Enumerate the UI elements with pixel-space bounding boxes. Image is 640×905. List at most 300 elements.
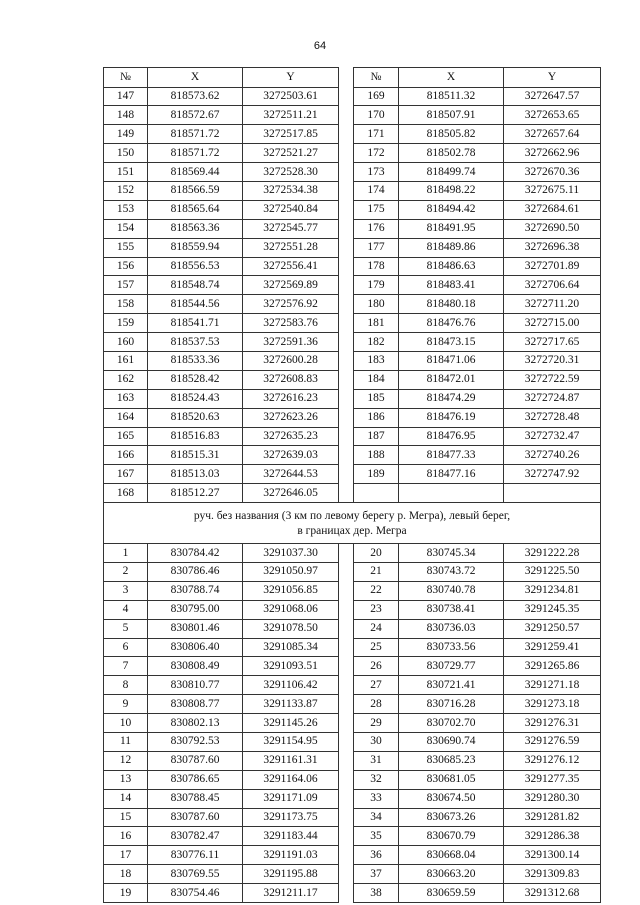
cell-num-right: 26 (354, 657, 399, 676)
cell-x-right: 818471.06 (399, 351, 504, 370)
cell-num-right: 173 (354, 163, 399, 182)
table-row (104, 657, 601, 676)
section-title-row (104, 503, 601, 544)
cell-num-right: 187 (354, 427, 399, 446)
table-row (104, 581, 601, 600)
cell-y-right: 3272675.11 (504, 181, 601, 200)
table-row (104, 562, 601, 581)
table-row (104, 370, 601, 389)
cell-y-right: 3272670.36 (504, 163, 601, 182)
table-row (104, 163, 601, 182)
cell-x-right: 818472.01 (399, 370, 504, 389)
cell-y-left: 3291164.06 (243, 770, 339, 789)
cell-num-left: 168 (104, 484, 148, 503)
cell-x-left: 818528.42 (148, 370, 243, 389)
table-row (104, 619, 601, 638)
cell-y-left: 3272551.28 (243, 238, 339, 257)
cell-y-left: 3291171.09 (243, 789, 339, 808)
cell-y-left: 3272644.53 (243, 465, 339, 484)
cell-num-left: 7 (104, 657, 148, 676)
column-gap (339, 484, 354, 503)
table-row (104, 733, 601, 752)
cell-x-right: 830733.56 (399, 638, 504, 657)
cell-x-left: 830808.49 (148, 657, 243, 676)
cell-num-left: 165 (104, 427, 148, 446)
cell-x-right: 830670.79 (399, 827, 504, 846)
cell-y-left: 3291037.30 (243, 544, 339, 563)
cell-num-right: 172 (354, 144, 399, 163)
cell-y-right: 3291271.18 (504, 676, 601, 695)
column-gap (339, 238, 354, 257)
cell-y-right: 3291312.68 (504, 884, 601, 903)
cell-num-left: 157 (104, 276, 148, 295)
cell-x-right: 830702.70 (399, 714, 504, 733)
cell-y-right: 3291276.12 (504, 751, 601, 770)
cell-y-right: 3272728.48 (504, 408, 601, 427)
column-gap (339, 884, 354, 903)
table-row (104, 219, 601, 238)
cell-y-left: 3272583.76 (243, 314, 339, 333)
cell-x-left: 830754.46 (148, 884, 243, 903)
cell-x-left: 830788.74 (148, 581, 243, 600)
cell-x-left: 830802.13 (148, 714, 243, 733)
cell-num-right (354, 484, 399, 503)
cell-y-left: 3291106.42 (243, 676, 339, 695)
cell-x-left: 830769.55 (148, 865, 243, 884)
column-gap (339, 219, 354, 238)
cell-x-left: 818524.43 (148, 389, 243, 408)
cell-num-left: 166 (104, 446, 148, 465)
column-gap (339, 562, 354, 581)
cell-num-left: 9 (104, 695, 148, 714)
cell-y-left: 3272639.03 (243, 446, 339, 465)
cell-num-right: 32 (354, 770, 399, 789)
cell-y-right: 3291273.18 (504, 695, 601, 714)
table-row (104, 714, 601, 733)
cell-x-right: 830716.28 (399, 695, 504, 714)
cell-num-right: 33 (354, 789, 399, 808)
cell-num-right: 36 (354, 846, 399, 865)
table-row (104, 638, 601, 657)
cell-y-right: 3291280.30 (504, 789, 601, 808)
table-row (104, 676, 601, 695)
table-row (104, 314, 601, 333)
table-row (104, 295, 601, 314)
cell-num-left: 10 (104, 714, 148, 733)
cell-y-right (504, 484, 601, 503)
cell-x-right: 830685.23 (399, 751, 504, 770)
page-number: 64 (313, 40, 327, 52)
cell-x-right: 830743.72 (399, 562, 504, 581)
column-gap (339, 544, 354, 563)
cell-num-left: 148 (104, 106, 148, 125)
cell-x-left: 818559.94 (148, 238, 243, 257)
cell-y-right: 3291234.81 (504, 581, 601, 600)
cell-y-left: 3272569.89 (243, 276, 339, 295)
cell-num-right: 183 (354, 351, 399, 370)
cell-y-left: 3291085.34 (243, 638, 339, 657)
table-row (104, 846, 601, 865)
table-row (104, 200, 601, 219)
cell-x-right: 818511.32 (399, 87, 504, 106)
table-row (104, 465, 601, 484)
cell-y-left: 3291056.85 (243, 581, 339, 600)
cell-x-right: 818502.78 (399, 144, 504, 163)
column-gap (339, 846, 354, 865)
cell-num-left: 155 (104, 238, 148, 257)
cell-y-right: 3272722.59 (504, 370, 601, 389)
table-row (104, 144, 601, 163)
table-row (104, 751, 601, 770)
cell-num-right: 31 (354, 751, 399, 770)
cell-num-right: 185 (354, 389, 399, 408)
column-gap (339, 125, 354, 144)
cell-x-left: 818566.59 (148, 181, 243, 200)
cell-x-right: 818489.86 (399, 238, 504, 257)
cell-y-right: 3272684.61 (504, 200, 601, 219)
column-gap (339, 808, 354, 827)
table-row (104, 181, 601, 200)
coordinates-table (103, 67, 601, 903)
cell-x-right: 830729.77 (399, 657, 504, 676)
cell-x-left: 830792.53 (148, 733, 243, 752)
table-row (104, 827, 601, 846)
cell-x-left: 818563.36 (148, 219, 243, 238)
cell-num-right: 27 (354, 676, 399, 695)
column-gap (339, 733, 354, 752)
cell-y-left: 3272521.27 (243, 144, 339, 163)
cell-x-left: 818541.71 (148, 314, 243, 333)
column-gap (339, 351, 354, 370)
cell-x-left: 830810.77 (148, 676, 243, 695)
cell-num-right: 30 (354, 733, 399, 752)
column-gap (339, 144, 354, 163)
cell-y-right: 3272701.89 (504, 257, 601, 276)
cell-num-right: 28 (354, 695, 399, 714)
cell-num-right: 177 (354, 238, 399, 257)
cell-y-right: 3291265.86 (504, 657, 601, 676)
table-row (104, 351, 601, 370)
header-num-left: № (104, 68, 148, 88)
cell-x-left: 830776.11 (148, 846, 243, 865)
cell-x-left: 818571.72 (148, 125, 243, 144)
cell-y-right: 3272724.87 (504, 389, 601, 408)
cell-y-left: 3272600.28 (243, 351, 339, 370)
cell-y-left: 3291195.88 (243, 865, 339, 884)
cell-x-right: 818499.74 (399, 163, 504, 182)
cell-x-left: 830786.46 (148, 562, 243, 581)
cell-y-right: 3291276.31 (504, 714, 601, 733)
cell-num-left: 156 (104, 257, 148, 276)
cell-y-left: 3291078.50 (243, 619, 339, 638)
cell-num-right: 180 (354, 295, 399, 314)
table-row (104, 446, 601, 465)
column-gap (339, 370, 354, 389)
column-gap (339, 389, 354, 408)
cell-x-left: 818572.67 (148, 106, 243, 125)
cell-num-left: 2 (104, 562, 148, 581)
cell-num-left: 150 (104, 144, 148, 163)
cell-x-left: 818533.36 (148, 351, 243, 370)
cell-x-left: 830788.45 (148, 789, 243, 808)
column-gap (339, 408, 354, 427)
cell-y-left: 3272616.23 (243, 389, 339, 408)
cell-num-left: 1 (104, 544, 148, 563)
cell-y-right: 3272711.20 (504, 295, 601, 314)
cell-y-right: 3272657.64 (504, 125, 601, 144)
column-gap (339, 333, 354, 352)
cell-x-right: 830738.41 (399, 600, 504, 619)
table-row (104, 695, 601, 714)
cell-num-right: 38 (354, 884, 399, 903)
cell-y-right: 3272647.57 (504, 87, 601, 106)
column-gap (339, 163, 354, 182)
cell-y-right: 3291245.35 (504, 600, 601, 619)
cell-x-left: 818556.53 (148, 257, 243, 276)
section-title-line2: в границах дер. Мегра (297, 525, 407, 538)
cell-x-right: 818476.95 (399, 427, 504, 446)
cell-x-left: 818516.83 (148, 427, 243, 446)
cell-num-right: 20 (354, 544, 399, 563)
cell-num-right: 23 (354, 600, 399, 619)
cell-y-left: 3272608.83 (243, 370, 339, 389)
column-gap (339, 465, 354, 484)
cell-x-left: 830787.60 (148, 751, 243, 770)
cell-x-right (399, 484, 504, 503)
table-header-row (104, 68, 601, 88)
cell-num-right: 176 (354, 219, 399, 238)
column-gap (339, 68, 354, 88)
cell-num-right: 29 (354, 714, 399, 733)
column-gap (339, 770, 354, 789)
cell-num-left: 18 (104, 865, 148, 884)
header-y-right: Y (504, 68, 601, 88)
cell-y-left: 3272528.30 (243, 163, 339, 182)
cell-y-left: 3291211.17 (243, 884, 339, 903)
cell-x-left: 818512.27 (148, 484, 243, 503)
block2-body (104, 544, 601, 903)
table-row (104, 600, 601, 619)
cell-num-right: 169 (354, 87, 399, 106)
cell-x-left: 830801.46 (148, 619, 243, 638)
column-gap (339, 257, 354, 276)
cell-y-left: 3291173.75 (243, 808, 339, 827)
cell-num-right: 37 (354, 865, 399, 884)
cell-x-right: 830668.04 (399, 846, 504, 865)
column-gap (339, 276, 354, 295)
cell-y-right: 3272690.50 (504, 219, 601, 238)
cell-num-left: 162 (104, 370, 148, 389)
table-row (104, 808, 601, 827)
cell-num-left: 15 (104, 808, 148, 827)
cell-x-left: 830795.00 (148, 600, 243, 619)
cell-num-left: 11 (104, 733, 148, 752)
cell-y-right: 3272706.64 (504, 276, 601, 295)
cell-y-left: 3272623.26 (243, 408, 339, 427)
column-gap (339, 87, 354, 106)
cell-x-left: 818569.44 (148, 163, 243, 182)
cell-num-left: 19 (104, 884, 148, 903)
cell-y-left: 3272576.92 (243, 295, 339, 314)
cell-num-right: 188 (354, 446, 399, 465)
cell-x-right: 830745.34 (399, 544, 504, 563)
column-gap (339, 314, 354, 333)
cell-y-left: 3291161.31 (243, 751, 339, 770)
column-gap (339, 619, 354, 638)
cell-y-right: 3272696.38 (504, 238, 601, 257)
cell-x-left: 818571.72 (148, 144, 243, 163)
cell-y-left: 3291093.51 (243, 657, 339, 676)
column-gap (339, 676, 354, 695)
table-row (104, 276, 601, 295)
cell-x-right: 818474.29 (399, 389, 504, 408)
cell-num-left: 160 (104, 333, 148, 352)
cell-num-left: 167 (104, 465, 148, 484)
cell-num-left: 153 (104, 200, 148, 219)
cell-num-left: 3 (104, 581, 148, 600)
cell-y-left: 3272591.36 (243, 333, 339, 352)
cell-x-right: 830674.50 (399, 789, 504, 808)
cell-x-right: 830740.78 (399, 581, 504, 600)
column-gap (339, 638, 354, 657)
cell-x-right: 818498.22 (399, 181, 504, 200)
cell-num-left: 5 (104, 619, 148, 638)
cell-y-left: 3272511.21 (243, 106, 339, 125)
column-gap (339, 657, 354, 676)
cell-y-left: 3291183.44 (243, 827, 339, 846)
block1-body (104, 87, 601, 503)
cell-num-left: 159 (104, 314, 148, 333)
table-row (104, 427, 601, 446)
cell-num-right: 178 (354, 257, 399, 276)
cell-num-right: 34 (354, 808, 399, 827)
cell-num-left: 161 (104, 351, 148, 370)
header-num-right: № (354, 68, 399, 88)
column-gap (339, 865, 354, 884)
cell-y-left: 3291133.87 (243, 695, 339, 714)
cell-num-left: 147 (104, 87, 148, 106)
cell-num-left: 8 (104, 676, 148, 695)
cell-num-left: 152 (104, 181, 148, 200)
table-row (104, 257, 601, 276)
cell-num-left: 6 (104, 638, 148, 657)
cell-y-right: 3272732.47 (504, 427, 601, 446)
cell-x-right: 818494.42 (399, 200, 504, 219)
cell-y-left: 3291068.06 (243, 600, 339, 619)
cell-x-right: 818483.41 (399, 276, 504, 295)
cell-y-left: 3272556.41 (243, 257, 339, 276)
table-row (104, 125, 601, 144)
cell-x-left: 830784.42 (148, 544, 243, 563)
header-y-left: Y (243, 68, 339, 88)
cell-x-left: 818565.64 (148, 200, 243, 219)
cell-y-left: 3272646.05 (243, 484, 339, 503)
cell-y-right: 3272662.96 (504, 144, 601, 163)
cell-num-left: 14 (104, 789, 148, 808)
cell-x-right: 818486.63 (399, 257, 504, 276)
cell-x-right: 830736.03 (399, 619, 504, 638)
column-gap (339, 789, 354, 808)
cell-y-right: 3272740.26 (504, 446, 601, 465)
cell-num-right: 174 (354, 181, 399, 200)
cell-x-right: 818477.33 (399, 446, 504, 465)
column-gap (339, 751, 354, 770)
cell-y-right: 3291309.83 (504, 865, 601, 884)
cell-x-right: 818505.82 (399, 125, 504, 144)
cell-y-right: 3272653.65 (504, 106, 601, 125)
cell-x-left: 818537.53 (148, 333, 243, 352)
cell-y-right: 3291225.50 (504, 562, 601, 581)
cell-y-right: 3291276.59 (504, 733, 601, 752)
cell-num-right: 186 (354, 408, 399, 427)
table-row (104, 408, 601, 427)
cell-x-right: 830673.26 (399, 808, 504, 827)
cell-x-right: 818476.19 (399, 408, 504, 427)
table-row (104, 87, 601, 106)
cell-num-right: 25 (354, 638, 399, 657)
cell-x-left: 818544.56 (148, 295, 243, 314)
table-row (104, 770, 601, 789)
cell-x-right: 818477.16 (399, 465, 504, 484)
cell-num-left: 154 (104, 219, 148, 238)
table-row (104, 389, 601, 408)
header-x-left: X (148, 68, 243, 88)
table-row (104, 333, 601, 352)
cell-y-left: 3272503.61 (243, 87, 339, 106)
cell-num-left: 17 (104, 846, 148, 865)
cell-num-right: 24 (354, 619, 399, 638)
cell-num-left: 151 (104, 163, 148, 182)
column-gap (339, 827, 354, 846)
cell-x-right: 830659.59 (399, 884, 504, 903)
column-gap (339, 295, 354, 314)
cell-x-left: 830808.77 (148, 695, 243, 714)
cell-x-left: 818573.62 (148, 87, 243, 106)
cell-x-right: 818480.18 (399, 295, 504, 314)
header-x-right: X (399, 68, 504, 88)
cell-y-left: 3291145.26 (243, 714, 339, 733)
column-gap (339, 427, 354, 446)
table-row (104, 106, 601, 125)
cell-x-left: 818548.74 (148, 276, 243, 295)
cell-x-right: 830681.05 (399, 770, 504, 789)
cell-y-left: 3272517.85 (243, 125, 339, 144)
cell-y-right: 3272717.65 (504, 333, 601, 352)
section-title-line1: руч. без названия (3 км по левому берегу р. Мегра), левый берег, (193, 510, 511, 523)
cell-x-left: 818513.03 (148, 465, 243, 484)
cell-num-right: 181 (354, 314, 399, 333)
cell-x-right: 818473.15 (399, 333, 504, 352)
cell-y-right: 3291286.38 (504, 827, 601, 846)
cell-y-right: 3291222.28 (504, 544, 601, 563)
cell-num-right: 175 (354, 200, 399, 219)
cell-num-left: 163 (104, 389, 148, 408)
table-row (104, 884, 601, 903)
cell-num-right: 170 (354, 106, 399, 125)
cell-num-right: 35 (354, 827, 399, 846)
cell-y-left: 3291191.03 (243, 846, 339, 865)
table-row (104, 238, 601, 257)
cell-x-right: 818507.91 (399, 106, 504, 125)
cell-x-left: 830787.60 (148, 808, 243, 827)
cell-num-right: 179 (354, 276, 399, 295)
cell-y-right: 3291277.35 (504, 770, 601, 789)
column-gap (339, 106, 354, 125)
cell-num-right: 189 (354, 465, 399, 484)
cell-x-right: 830663.20 (399, 865, 504, 884)
cell-x-left: 830806.40 (148, 638, 243, 657)
column-gap (339, 446, 354, 465)
